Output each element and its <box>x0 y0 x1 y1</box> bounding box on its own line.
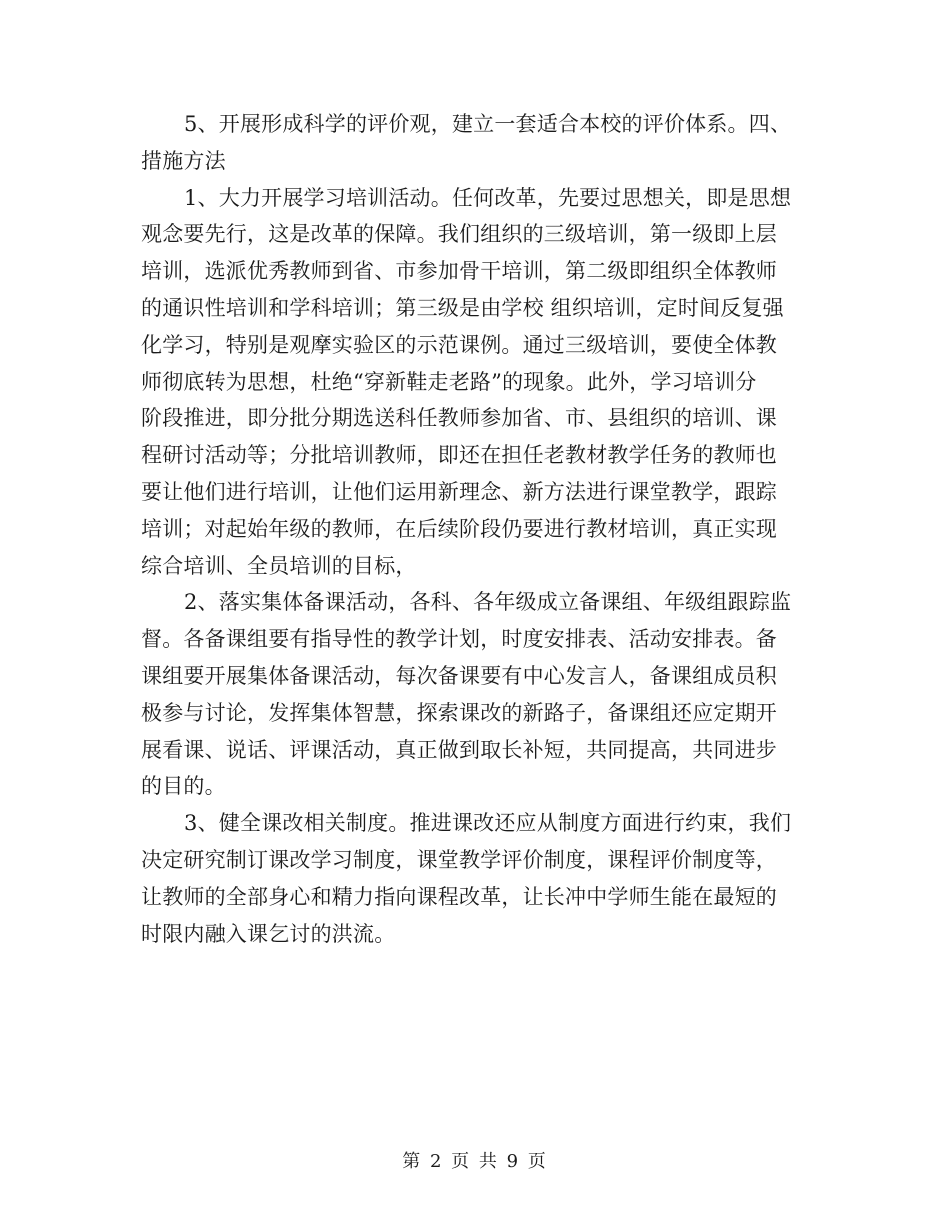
text-line: 1、大力开展学习培训活动。任何改革，先要过思想关，即是思想 <box>184 185 792 210</box>
text-line: 督。各备课组要有指导性的教学计划，时度安排表、活动安排表。备 <box>141 627 777 652</box>
text-line: 化学习，特别是观摩实验区的示范课例。通过三级培训，要使全体教 <box>141 332 777 357</box>
text-line: 观念要先行，这是改革的保障。我们组织的三级培训，第一级即上层 <box>141 222 777 247</box>
text-line: 2、落实集体备课活动，各科、各年级成立备课组、年级组跟踪监 <box>184 590 792 615</box>
document-body <box>141 106 813 952</box>
text-line: 让教师的全部身心和精力指向课程改革，让长冲中学师生能在最短的 <box>141 884 777 909</box>
paragraph-systems <box>141 805 813 952</box>
text-line: 措施方法 <box>141 148 226 173</box>
text-line: 5、开展形成科学的评价观，建立一套适合本校的评价体系。四、 <box>184 112 792 136</box>
text-line: 的通识性培训和学科培训；第三级是由学校 组织培训，定时间反复强 <box>141 295 784 320</box>
text-line: 师彻底转为思想，杜绝“穿新鞋走老路”的现象。此外，学习培训分 <box>141 369 757 394</box>
page-number-footer: 第 2 页 共 9 页 <box>402 1151 548 1172</box>
text-line: 阶段推进，即分批分期选送科任教师参加省、市、县组织的培训、课 <box>141 406 777 431</box>
text-line: 3、健全课改相关制度。推进课改还应从制度方面进行约束，我们 <box>184 811 792 836</box>
text-line: 时限内融入课乞讨的洪流。 <box>141 921 396 946</box>
text-line: 决定研究制订课改学习制度，课堂教学评价制度，课程评价制度等， <box>141 847 777 872</box>
text-line: 综合培训、全员培训的目标， <box>141 553 417 578</box>
text-line: 的目的。 <box>141 774 226 799</box>
text-line: 展看课、说话、评课活动，真正做到取长补短，共同提高，共同进步 <box>141 737 777 762</box>
text-line: 培训；对起始年级的教师，在后续阶段仍要进行教材培训，真正实现 <box>141 516 777 541</box>
text-line: 课组要开展集体备课活动，每次备课要有中心发言人，备课组成员积 <box>141 663 777 688</box>
paragraph-evaluation-and-measures <box>141 106 813 180</box>
paragraph-collective-lesson-prep <box>141 584 813 805</box>
text-line: 程研讨活动等；分批培训教师，即还在担任老教材教学任务的教师也 <box>141 443 777 468</box>
text-line: 极参与讨论，发挥集体智慧，探索课改的新路子，备课组还应定期开 <box>141 700 777 725</box>
paragraph-training <box>141 180 813 585</box>
text-line: 要让他们进行培训，让他们运用新理念、新方法进行课堂教学，跟踪 <box>141 479 777 504</box>
text-line: 培训，选派优秀教师到省、市参加骨干培训，第二级即组织全体教师 <box>141 259 777 284</box>
